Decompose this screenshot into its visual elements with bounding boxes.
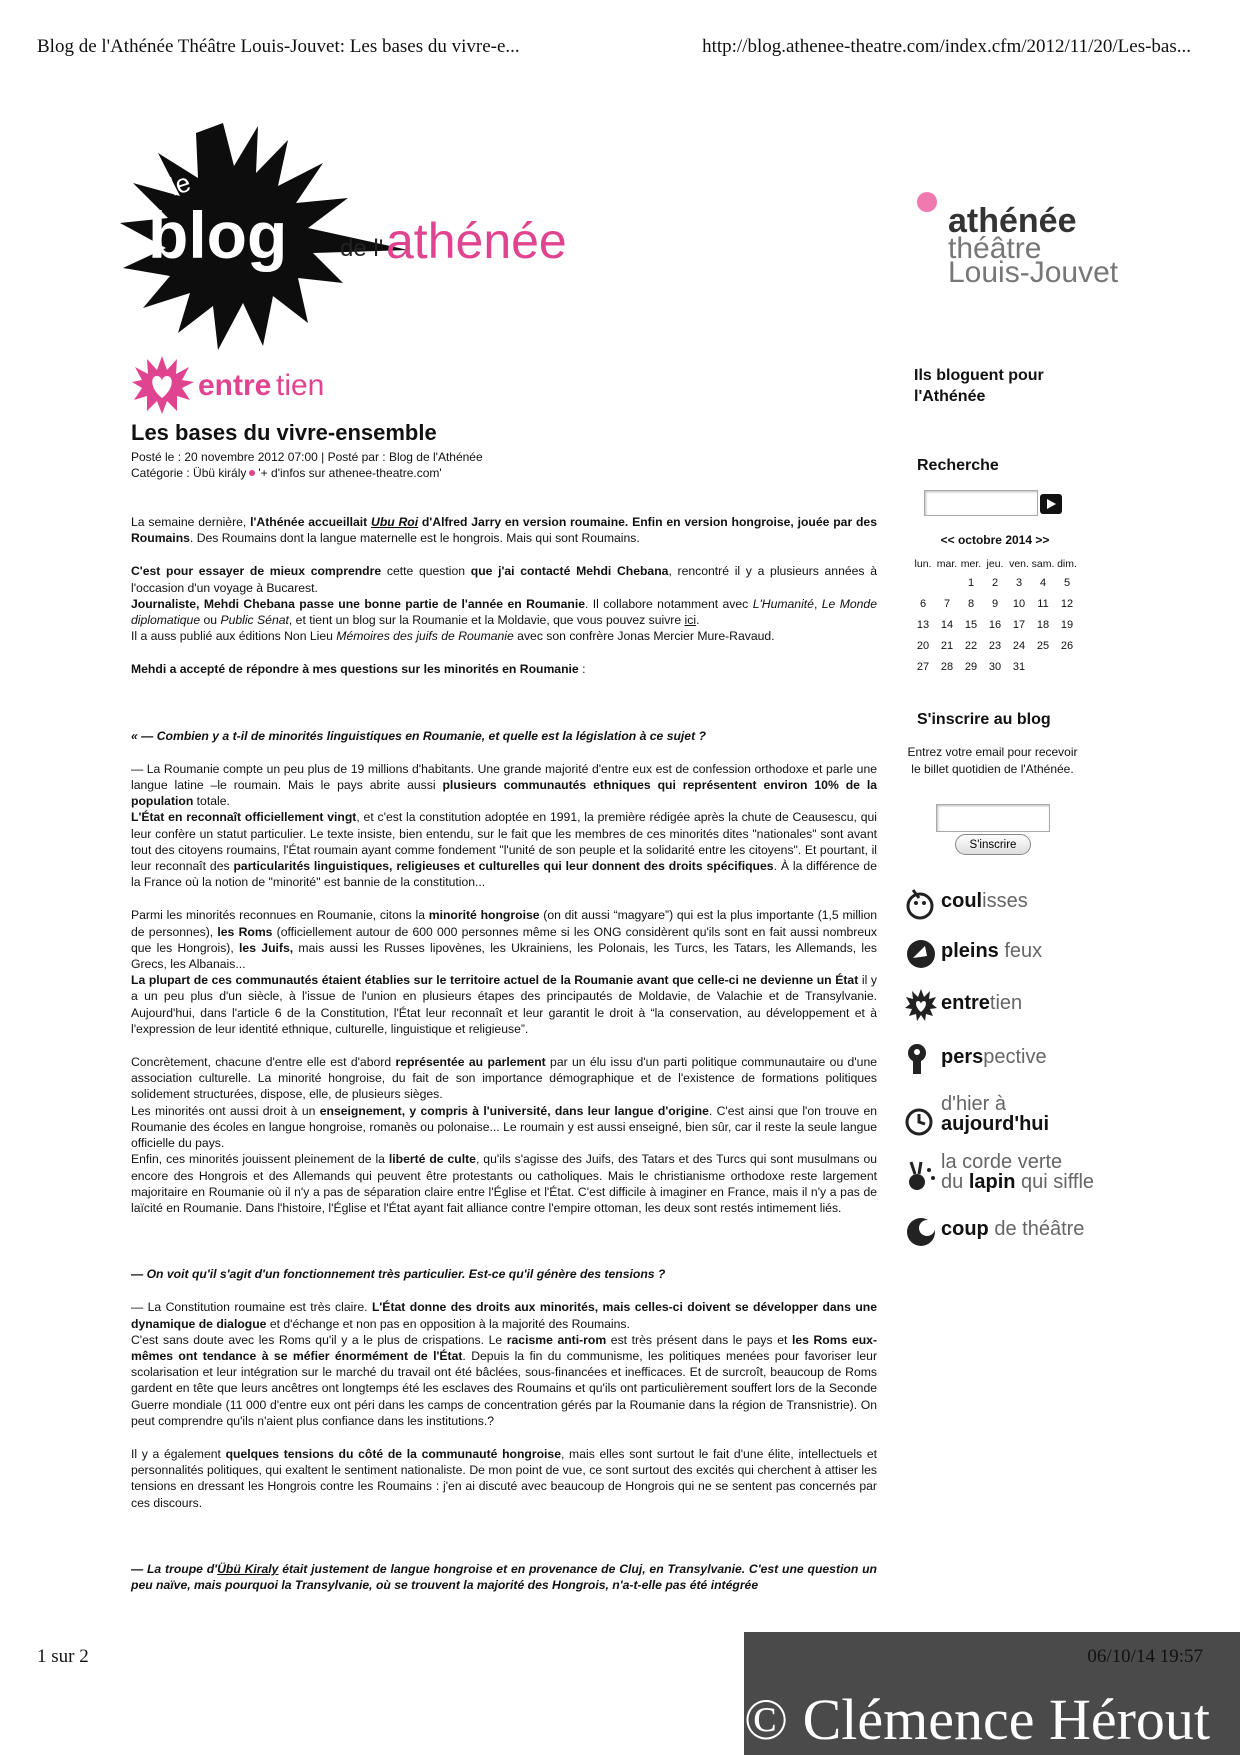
question: — On voit qu'il s'agit d'un fonctionnement très particulier. Est-ce qu'il génère des tensions ? bbox=[131, 1267, 666, 1282]
calendar-week bbox=[911, 593, 1079, 614]
print-page-number: 1 sur 2 bbox=[37, 1646, 89, 1667]
category-hier-aujourdhui[interactable]: d'hier à aujourd'hui bbox=[905, 1094, 1105, 1140]
calendar-day[interactable]: 31 bbox=[1012, 660, 1026, 673]
blog-logo[interactable] bbox=[118, 118, 608, 358]
calendar-day[interactable]: 22 bbox=[964, 639, 978, 652]
heart-burst-icon bbox=[905, 988, 937, 1022]
paragraph: Journaliste, Mehdi Chebana passe une bonne partie de l'année en Roumanie. Il collabore notamment avec L'Humanité, Le Monde diplomatique ou Public Sénat, et tient un blog sur la Roumanie et la Moldavie, que vous pouvez suivre ici. bbox=[131, 596, 877, 628]
calendar-day[interactable]: 18 bbox=[1036, 618, 1050, 631]
keyhole-icon bbox=[905, 1042, 937, 1076]
blog-link-ici[interactable]: ici bbox=[684, 613, 697, 628]
copyright-text: © Clémence Hérout bbox=[744, 1687, 1211, 1752]
calendar-day-header: jeu. bbox=[986, 558, 1004, 570]
article bbox=[131, 420, 877, 1593]
calendar-day bbox=[1055, 656, 1079, 677]
calendar-day[interactable]: 23 bbox=[988, 639, 1002, 652]
calendar-day[interactable]: 8 bbox=[967, 597, 975, 610]
calendar-day[interactable]: 26 bbox=[1060, 639, 1074, 652]
bloggers-title[interactable]: Ils bloguent pour l'Athénée bbox=[914, 367, 1044, 405]
calendar-day[interactable]: 1 bbox=[967, 576, 975, 589]
pink-dot-icon bbox=[917, 192, 937, 212]
calendar-day[interactable]: 6 bbox=[919, 597, 927, 610]
category-perspective[interactable]: perspective bbox=[905, 1040, 1105, 1080]
paragraph: C'est sans doute avec les Roms qu'il y a le plus de crispations. Le racisme anti-rom est très présent dans le pays et les Roms eux-mêmes ont tendance à se méfier énormément de l'État. Depuis la fin du communisme, les politiques menées pour favoriser leur scolarisation et leur intégration sur le marché du travail ont été bâclées, sous-financées et inefficaces. Et de surcroît, beaucoup de Roms gardent en tête que leurs ancêtres ont longtemps été les esclaves des Roumains et qu'ils ont particulièrement souffert lors de la Seconde Guerre mondiale (11 000 d'entre eux ont péri dans les camps de concentration gérés par la Roumanie dans la région de Transnistrie). On peut comprendre qu'ils n'aient plus confiance dans les institutions.? bbox=[131, 1332, 878, 1428]
subscribe-button[interactable]: S'inscrire bbox=[955, 834, 1031, 855]
calendar-day[interactable]: 19 bbox=[1060, 618, 1074, 631]
moon-icon bbox=[905, 1214, 937, 1248]
search-submit-icon[interactable] bbox=[1040, 494, 1062, 514]
calendar-day[interactable]: 15 bbox=[964, 618, 978, 631]
subscribe-text: Entrez votre email pour recevoir le billet quotidien de l'Athénée. bbox=[907, 745, 1078, 776]
paragraph: La semaine dernière, l'Athénée accueillait Ubu Roi d'Alfred Jarry en version roumaine. Enfin en version hongroise, jouée par des Roumains. Des Roumains dont la langue maternelle est le hongrois. Mais qui sont Roumains. bbox=[131, 515, 877, 546]
calendar-day[interactable]: 28 bbox=[940, 660, 954, 673]
calendar-day[interactable]: 10 bbox=[1012, 597, 1026, 610]
paragraph: Parmi les minorités reconnues en Roumanie, citons la minorité hongroise (on dit aussi “magyare”) qui est la plus importante (1,5 million de personnes), les Roms (officiellement autour de 600 000 personnes même si les ONG considèrent qu'ils sont en fait aussi nombreux que les Hongrois), les Juifs, mais aussi les Russes lipovènes, les Ukrainiens, les Polonais, les Turcs, les Tatars, les Allemands, les Grecs, les Albanais... bbox=[131, 908, 878, 972]
calendar-week bbox=[911, 635, 1079, 656]
copyright-watermark bbox=[744, 1632, 1240, 1755]
calendar-day bbox=[935, 572, 959, 593]
print-header bbox=[37, 36, 1203, 64]
category-coulisses[interactable]: coulisses bbox=[905, 884, 1105, 924]
spotlight-icon bbox=[905, 936, 937, 970]
calendar-day[interactable]: 9 bbox=[991, 597, 999, 610]
clock-icon bbox=[905, 1104, 937, 1138]
athenee-theatre-logo[interactable] bbox=[912, 186, 1132, 286]
print-timestamp: 06/10/14 19:57 bbox=[1087, 1646, 1203, 1667]
paragraph: C'est pour essayer de mieux comprendre cette question que j'ai contacté Mehdi Chebana, rencontré il y a plusieurs années à l'occasion d'un voyage à Bucarest. bbox=[131, 564, 877, 595]
category-entretien[interactable]: entretien bbox=[905, 986, 1105, 1026]
calendar-day[interactable]: 24 bbox=[1012, 639, 1026, 652]
mask-icon bbox=[905, 886, 937, 920]
brand-line3: Louis-Jouvet bbox=[948, 256, 1119, 286]
bullet-icon bbox=[249, 470, 255, 476]
category-corde-verte[interactable]: la corde verte du lapin qui siffle bbox=[905, 1152, 1105, 1198]
article-category bbox=[131, 465, 877, 481]
calendar-day[interactable]: 14 bbox=[940, 618, 954, 631]
athenee-site-link[interactable]: '+ d'infos sur athenee-theatre.com' bbox=[258, 466, 442, 480]
calendar-day bbox=[1031, 656, 1055, 677]
search-title: Recherche bbox=[917, 457, 999, 474]
article-posted: Posté le : 20 novembre 2012 07:00 | Posté par : Blog de l'Athénée bbox=[131, 450, 483, 464]
calendar-day[interactable]: 27 bbox=[916, 660, 930, 673]
calendar-week bbox=[911, 614, 1079, 635]
rabbit-icon bbox=[905, 1160, 937, 1194]
calendar-day[interactable]: 30 bbox=[988, 660, 1002, 673]
paragraph: L'État en reconnaît officiellement vingt, et c'est la constitution adoptée en 1991, la première rédigée après la chute de Ceausescu, qui leur confère un statut particulier. Le texte insiste, bien entendu, sur le fait que les membres de ces minorités dites "nationales" sont avant tout des citoyens roumains, l'État roumain ayant comme fondement "l'unité de son peuple et la solidarité entre les citoyens". Et pourtant, il leur reconnaît des particularités linguistiques, religieuses et culturelles qui leur donnent des droits spécifiques. À la différence de la France où la notion de "minorité" est bannie de la constitution... bbox=[131, 810, 877, 890]
logo-blog: blog bbox=[148, 198, 288, 272]
calendar bbox=[911, 556, 1079, 677]
brand-line2: théâtre bbox=[948, 232, 1042, 265]
paragraph: Mehdi a accepté de répondre à mes questions sur les minorités en Roumanie : bbox=[131, 662, 586, 677]
calendar-day[interactable]: 16 bbox=[988, 618, 1002, 631]
question: — La troupe d'Übü Kiraly était justement de langue hongroise et en provenance de Cluj, en Transylvanie. C'est une question un peu naïve, mais pourquoi la Transylvanie, où se trouvent la majorité des Hongrois, n'a-t-elle pas été intégrée bbox=[131, 1561, 877, 1592]
calendar-day bbox=[911, 572, 935, 593]
logo-de: de l' bbox=[340, 235, 384, 262]
category-coup-de-theatre[interactable]: coup de théâtre bbox=[905, 1212, 1105, 1252]
calendar-day[interactable]: 17 bbox=[1012, 618, 1026, 631]
paragraph: La plupart de ces communautés étaient établies sur le territoire actuel de la Roumanie avant que celle-ci ne devienne un État il y a un peu plus d'un siècle, à l'issue de l'union en plusieurs étapes des principautés de Moldavie, de Valachie et de Transylvanie. Aujourd'hui, dans l'article 6 de la Constitution, l'État leur reconnaît et leur garantit le droit à “la conservation, au développement et à l'expression de leur identité ethnique, culturelle, linguistique et religieuse”. bbox=[131, 973, 878, 1036]
entretien-light: tien bbox=[276, 369, 325, 402]
calendar-day-header: ven. bbox=[1009, 558, 1029, 570]
calendar-day[interactable]: 3 bbox=[1015, 576, 1023, 589]
paragraph: — La Roumanie compte un peu plus de 19 millions d'habitants. Une grande majorité d'entre eux est de confession orthodoxe et parle une langue latine –le roumain. Mais le pays abrite aussi plusieurs communautés ethniques qui représentent environ 10% de la population totale. bbox=[131, 761, 877, 809]
calendar-day[interactable]: 20 bbox=[916, 639, 930, 652]
calendar-day[interactable]: 21 bbox=[940, 639, 954, 652]
paragraph: Il y a également quelques tensions du côté de la communauté hongroise, mais elles sont surtout le fait d'une élite, intellectuels et personnalités politiques, qui exaltent le sentiment nationaliste. De mon point de vue, ce sont surtout des excités qui cherchent à attiser les tensions en dressant les Hongrois contre les Roumains : j'en ai discuté avec beaucoup de Hongrois qui ne se sentent pas concernés par ces discours. bbox=[131, 1446, 877, 1510]
article-title: Les bases du vivre-ensemble bbox=[131, 420, 437, 445]
calendar-day[interactable]: 5 bbox=[1063, 576, 1071, 589]
calendar-day[interactable]: 25 bbox=[1036, 639, 1050, 652]
print-page-title: Blog de l'Athénée Théâtre Louis-Jouvet: Les bases du vivre-e... bbox=[37, 36, 520, 57]
logo-athenee: athénée bbox=[386, 213, 567, 269]
calendar-week bbox=[911, 572, 1079, 593]
calendar-day[interactable]: 29 bbox=[964, 660, 978, 673]
calendar-day-header: mar. bbox=[936, 558, 958, 570]
calendar-day[interactable]: 12 bbox=[1060, 597, 1074, 610]
email-field[interactable] bbox=[936, 804, 1050, 832]
paragraph: Les minorités ont aussi droit à un enseignement, y compris à l'université, dans leur langue d'origine. C'est ainsi que l'on trouve en Roumanie des écoles en langue hongroise, romanès ou polonaise... Le roumain y est aussi enseigné, bien sûr, car il reste la seule langue officielle du pays. bbox=[131, 1103, 878, 1151]
calendar-day[interactable]: 11 bbox=[1037, 597, 1049, 610]
heart-burst-icon bbox=[132, 356, 194, 414]
ubu-roi-link[interactable]: Ubu Roi bbox=[371, 515, 419, 529]
calendar-day-header: mer. bbox=[960, 558, 982, 570]
paragraph: — La Constitution roumaine est très claire. L'État donne des droits aux minorités, mais celles-ci doivent se développer dans une dynamique de dialogue et d'échange et non pas en opposition à la majorité des Roumains. bbox=[131, 1300, 877, 1331]
category-link[interactable]: Catégorie : Übü király bbox=[131, 466, 247, 480]
paragraph: Il a auss publié aux éditions Non Lieu Mémoires des juifs de Roumanie avec son confrère Jonas Mercier Mure-Ravaud. bbox=[131, 629, 775, 644]
calendar-day-header: lun. bbox=[914, 558, 932, 570]
search-input[interactable] bbox=[924, 490, 1038, 516]
calendar-day[interactable]: 4 bbox=[1039, 576, 1047, 589]
subscribe-title: S'inscrire au blog bbox=[917, 711, 1051, 728]
ubu-kiraly-link[interactable]: Übü Kiraly bbox=[217, 1561, 279, 1576]
calendar-day[interactable]: 2 bbox=[991, 576, 999, 589]
calendar-day[interactable]: 13 bbox=[916, 618, 930, 631]
category-pleins-feux[interactable]: pleins feux bbox=[905, 934, 1105, 974]
calendar-day[interactable]: 7 bbox=[943, 597, 951, 610]
calendar-day-header: sam. bbox=[1031, 558, 1055, 570]
calendar-month-nav[interactable]: << octobre 2014 >> bbox=[940, 533, 1050, 547]
calendar-week bbox=[911, 656, 1079, 677]
question: « — Combien y a t-il de minorités linguistiques en Roumanie, et quelle est la législation à ce sujet ? bbox=[131, 728, 706, 743]
logo-le: le bbox=[165, 166, 195, 202]
entretien-strong: entre bbox=[198, 369, 272, 402]
calendar-day-header: dim. bbox=[1057, 558, 1077, 570]
brand-line1: athénée bbox=[948, 202, 1077, 240]
entretien-logo bbox=[132, 354, 372, 416]
paragraph: Enfin, ces minorités jouissent pleinement de la liberté de culte, qu'ils s'agisse des Juifs, des Tatars et des Turcs qui sont musulmans ou encore des Hongrois et des Allemands qui peuvent être protestants ou catholiques. Mais le christianisme orthodoxe reste largement majoritaire en Roumanie où il n'y a pas de séparation claire entre l'Église et l'État. C'est difficile à imaginer en France, mais il n'y a pas de laïcité en Roumanie. Dans l'histoire, l'Église et l'État ayant fait alliance contre l'empire ottoman, les deux sont restés intimement liés. bbox=[131, 1152, 877, 1215]
print-page-url: http://blog.athenee-theatre.com/index.cfm/2012/11/20/Les-bas... bbox=[702, 36, 1191, 57]
paragraph: Concrètement, chacune d'entre elle est d'abord représentée au parlement par un élu issu d'un parti politique communautaire ou d'une association culturelle. La minorité hongroise, du fait de son importance démographique et de l'existence de formations politiques solidement structurées, dispose, elle, de plusieurs sièges. bbox=[131, 1055, 877, 1102]
